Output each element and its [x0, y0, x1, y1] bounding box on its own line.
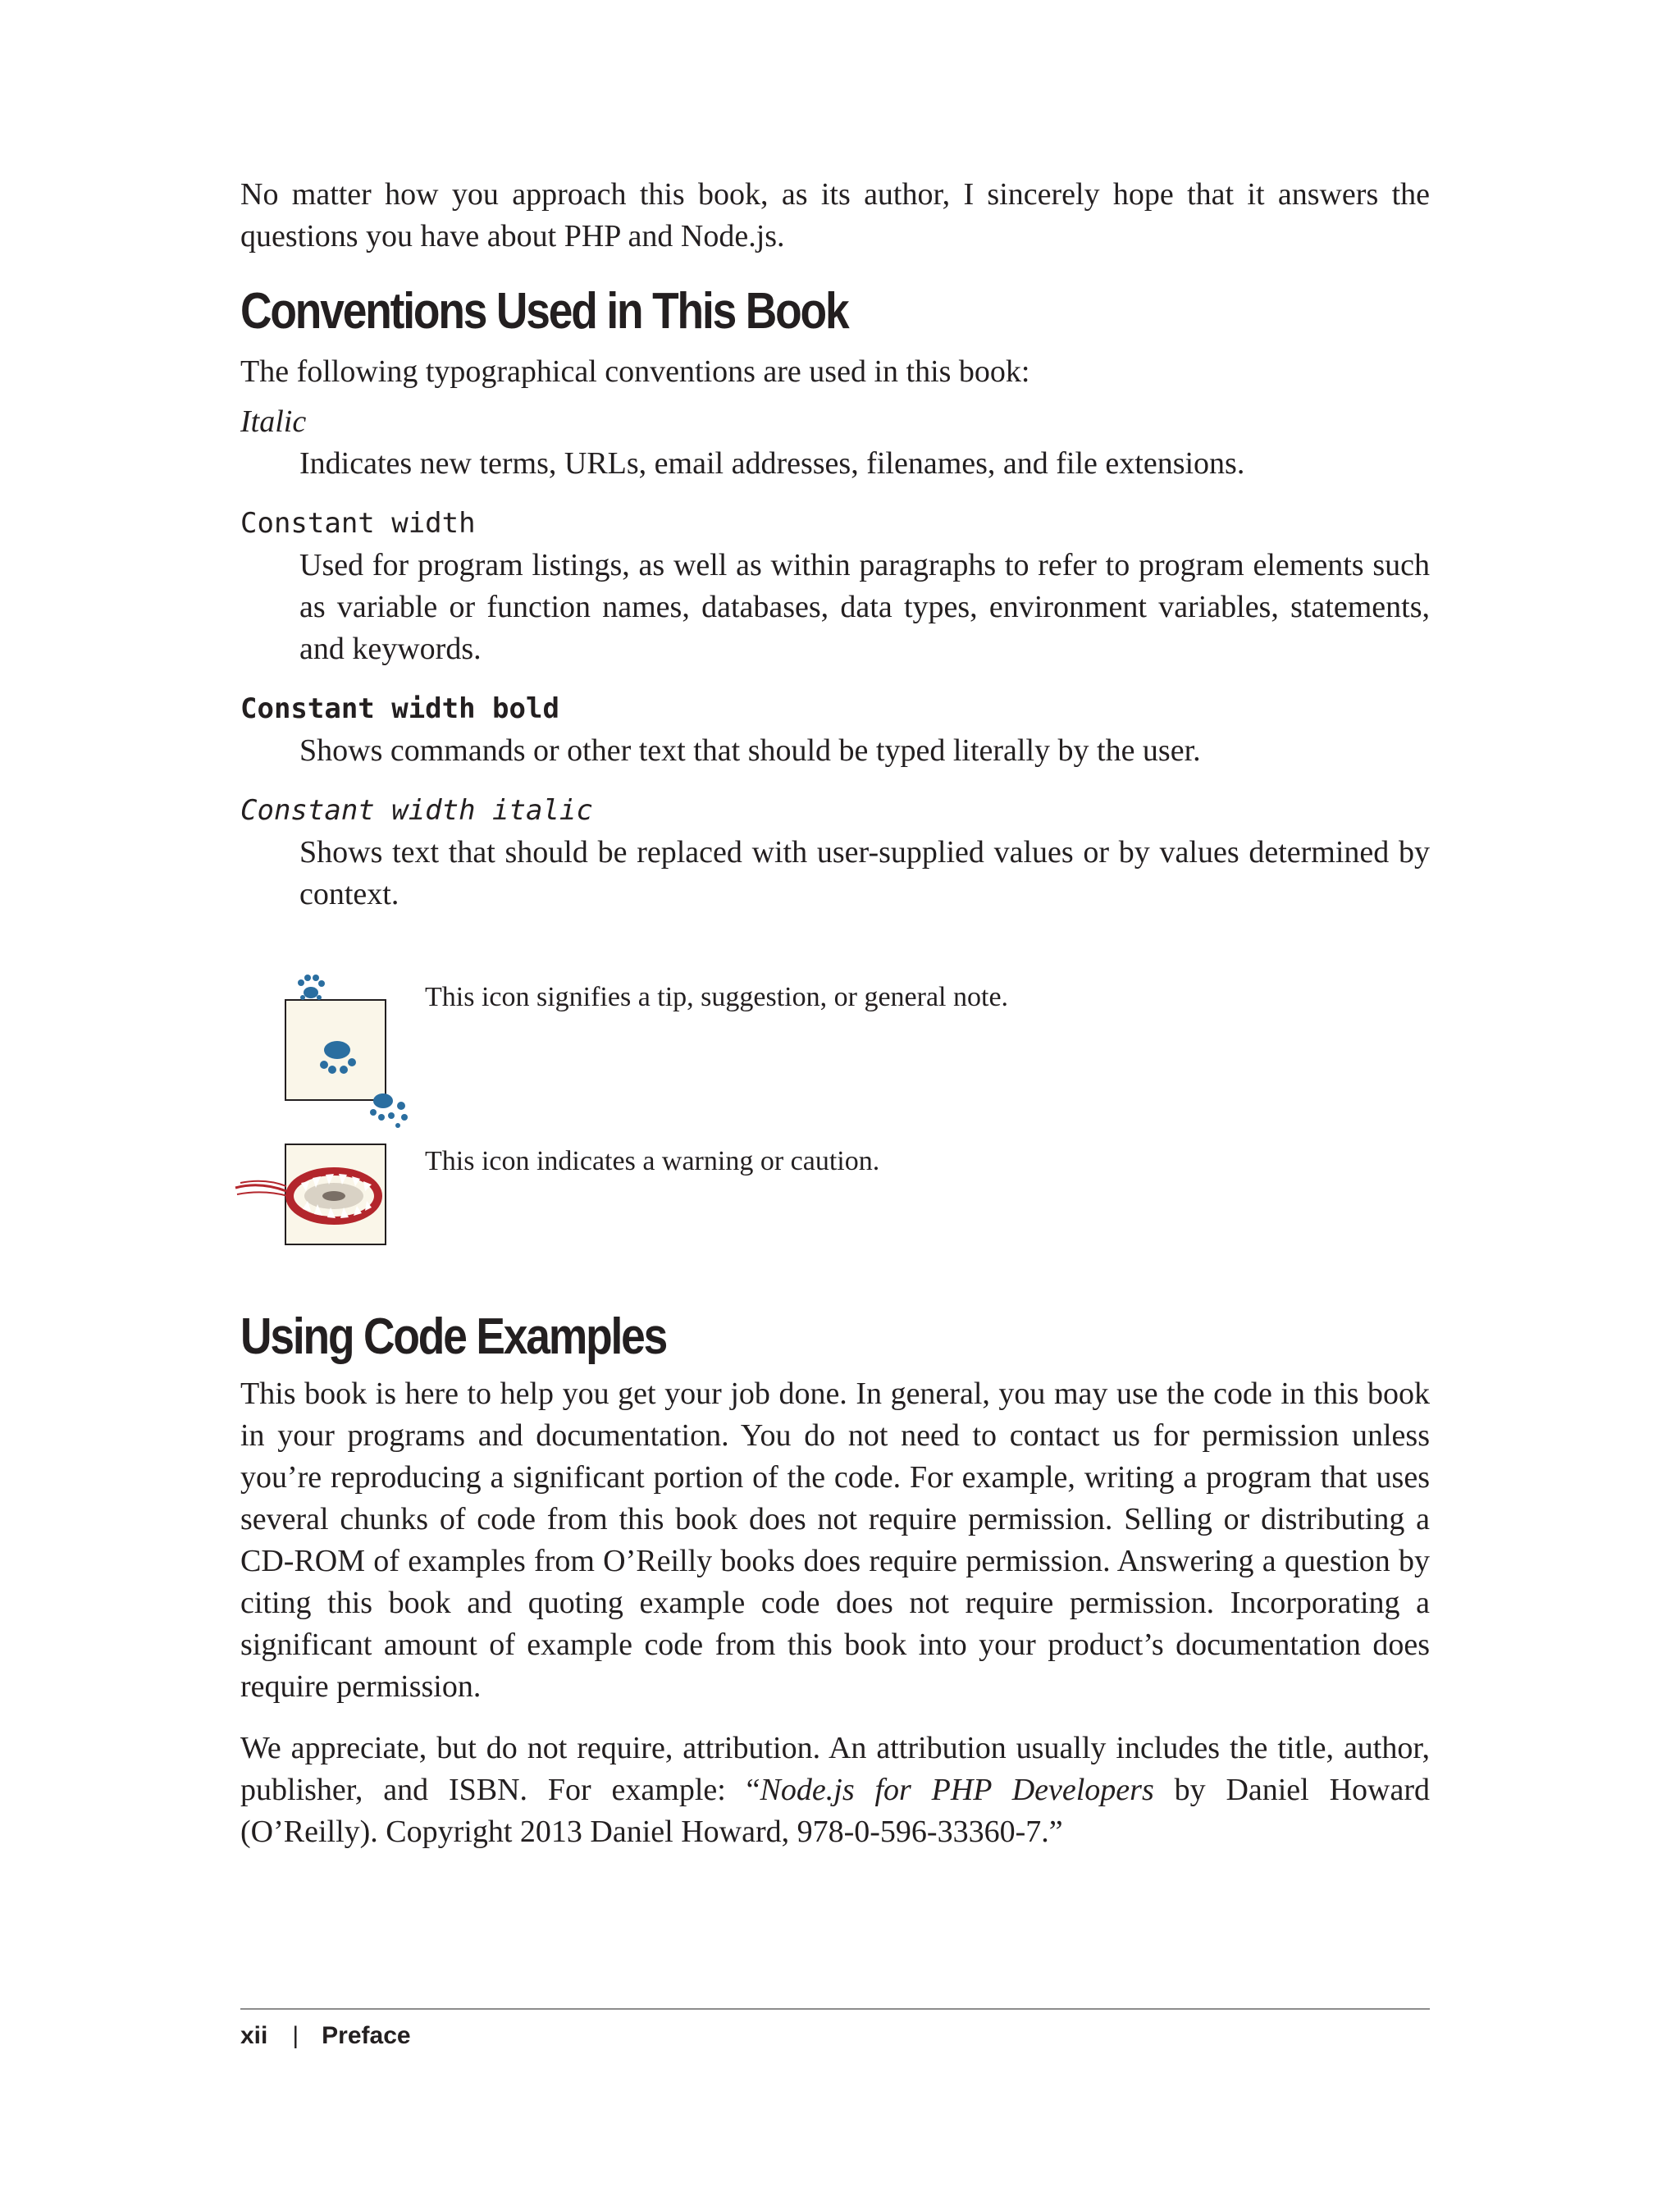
warning-text: This icon indicates a warning or caution.: [425, 1146, 880, 1176]
tip-animal-tracks-icon: [285, 999, 386, 1101]
page-content: [240, 174, 1430, 1853]
conventions-lead: The following typographical conventions are used in this book:: [240, 354, 1030, 389]
attribution-text-end: by Daniel Howard (O’Reilly). Copyright 2013 Daniel Howard, 978-0-596-33360-7.”: [240, 1773, 1430, 1849]
page-footer: [240, 2008, 1430, 2052]
section-name: Preface: [322, 2022, 411, 2049]
warning-bear-trap-icon: [285, 1144, 386, 1245]
term-constant-width-bold-description: Shows commands or other text that should be typed literally by the user.: [299, 733, 1201, 768]
code-examples-paragraph-1: This book is here to help you get your job done. In general, you may use the code in this book in your programs and documentation. You do not need to contact us for permission unless you’re reproducing a significant portion of the code. For example, writing a program that uses several chunks of code from this book does not require permission. Selling or distributing a CD-ROM of examples from O’Reilly books does require permission. Answering a question by citing this book and quoting example code does not require permission. Incorporating a significant amount of example code from this book into your product’s documentation does require permission.: [240, 1376, 1430, 1704]
tip-note: [240, 975, 1430, 1130]
term-constant-width: Constant width: [240, 507, 476, 540]
code-examples-paragraph-2: [240, 1728, 1430, 1853]
term-italic: Italic: [240, 404, 307, 439]
page-number: xii: [240, 2022, 268, 2049]
book-title: Node.js for PHP Developers: [760, 1773, 1154, 1807]
term-constant-width-italic-description: Shows text that should be replaced with user-supplied values or by values determined by context.: [299, 835, 1430, 911]
term-italic-description: Indicates new terms, URLs, email addresses, filenames, and file extensions.: [299, 446, 1245, 481]
tip-text: This icon signifies a tip, suggestion, or general note.: [425, 982, 1009, 1012]
term-constant-width-description: Used for program listings, as well as within paragraphs to refer to program elements such as variable or function names, databases, data types, environment variables, statements, and keywords.: [299, 548, 1430, 666]
footer-separator: |: [292, 2022, 299, 2049]
code-examples-heading: Using Code Examples: [240, 1308, 667, 1365]
conventions-list: [240, 401, 1430, 915]
attribution-text-start: We appreciate, but do not require, attribution. An attribution usually includes the title, author, publisher, and ISBN. For example: “: [240, 1731, 1430, 1807]
conventions-heading: Conventions Used in This Book: [240, 283, 848, 340]
term-constant-width-italic: Constant width italic: [240, 794, 593, 827]
warning-note: [240, 1144, 1430, 1267]
term-constant-width-bold: Constant width bold: [240, 692, 559, 725]
intro-paragraph: No matter how you approach this book, as its author, I sincerely hope that it answers the questions you have about PHP and Node.js.: [240, 177, 1430, 253]
